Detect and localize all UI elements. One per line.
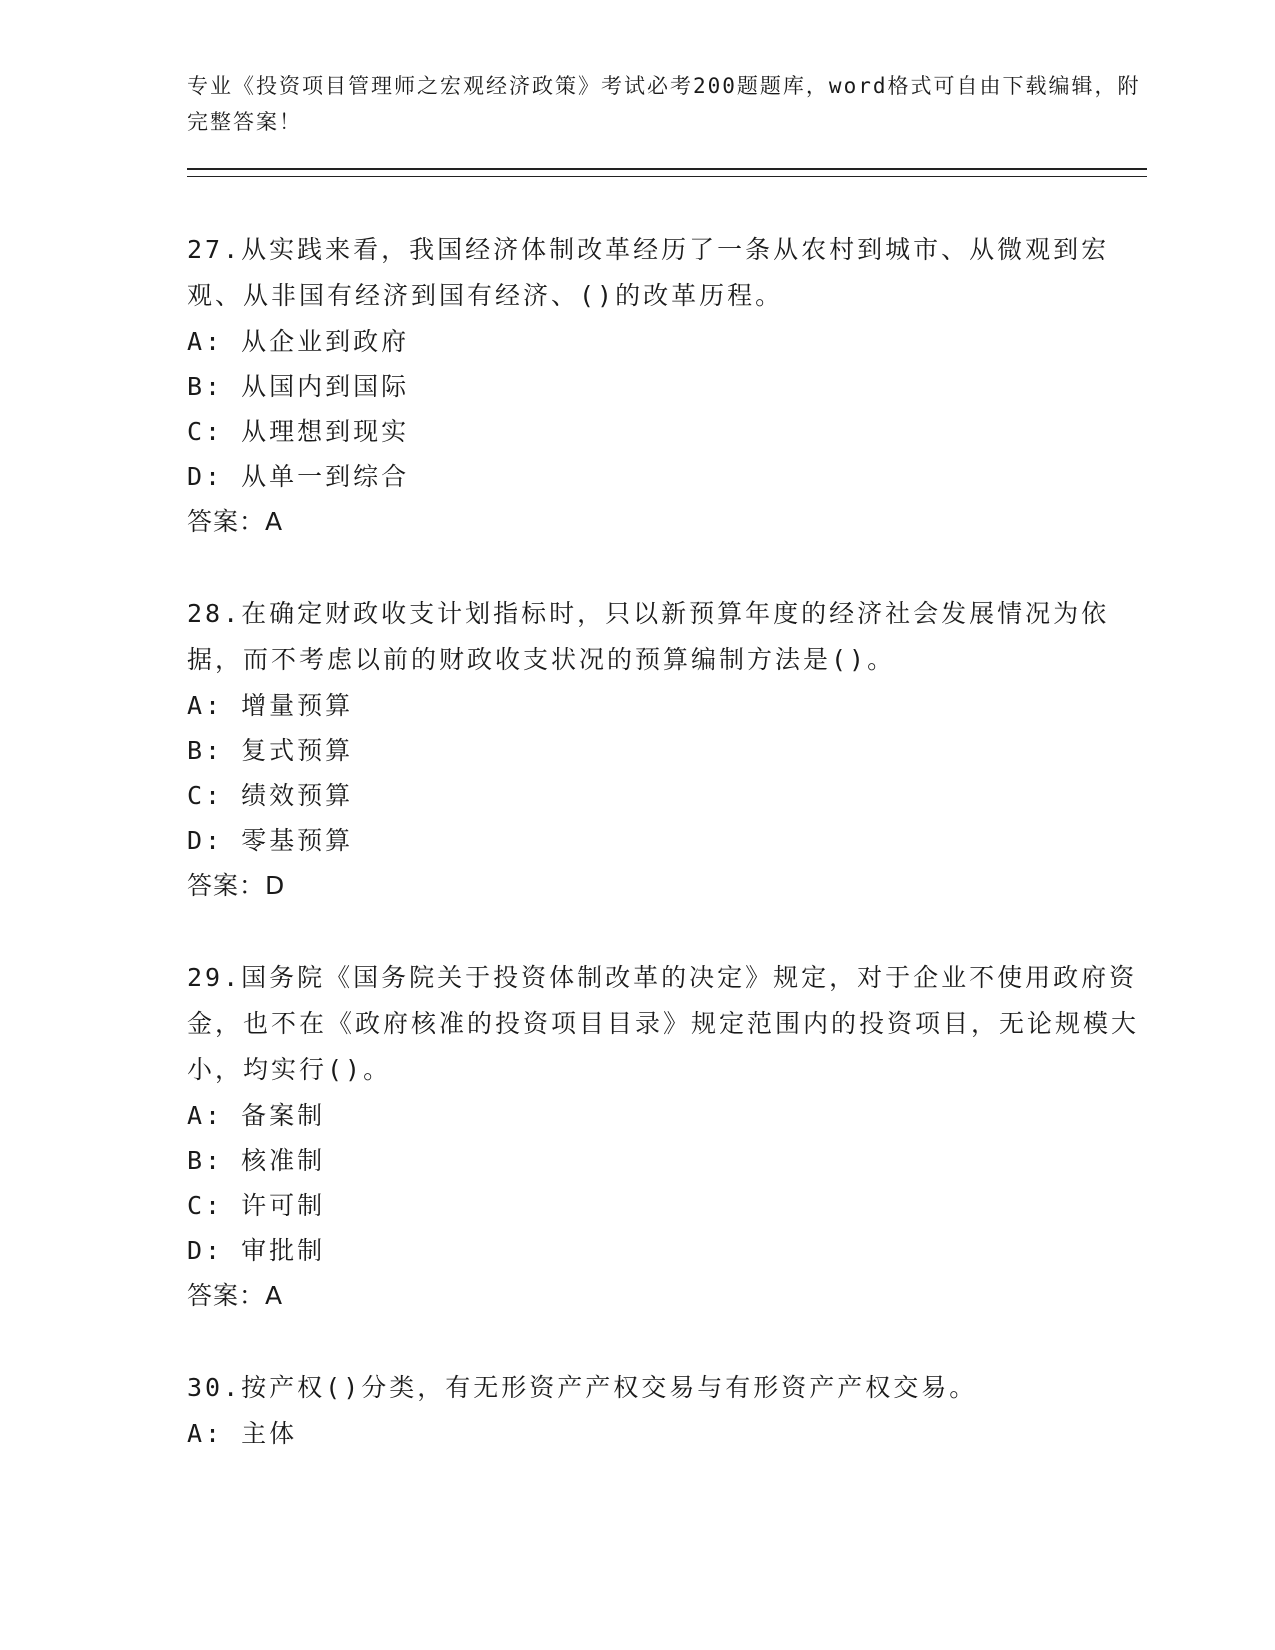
- question-29: [187, 955, 1147, 1318]
- question-stem: 30.按产权()分类，有无形资产产权交易与有形资产产权交易。: [187, 1373, 978, 1402]
- option-a: A: 备案制: [187, 1101, 326, 1130]
- question-stem: 27.从实践来看，我国经济体制改革经历了一条从农村到城市、从微观到宏观、从非国有经济到国有经济、()的改革历程。: [187, 235, 1110, 310]
- question-27: [187, 227, 1147, 544]
- option-d: D: 从单一到综合: [187, 462, 410, 491]
- question-list: [187, 227, 1147, 1456]
- question-28: [187, 591, 1147, 908]
- option-d: D: 审批制: [187, 1236, 326, 1265]
- option-b: B: 从国内到国际: [187, 372, 410, 401]
- option-a: A: 增量预算: [187, 691, 354, 720]
- document-intro: 专业《投资项目管理师之宏观经济政策》考试必考200题题库，word格式可自由下载编辑，附完整答案！: [187, 74, 1141, 134]
- option-b: B: 核准制: [187, 1146, 326, 1175]
- option-c: C: 从理想到现实: [187, 417, 410, 446]
- question-stem: 28.在确定财政收支计划指标时，只以新预算年度的经济社会发展情况为依据，而不考虑以前的财政收支状况的预算编制方法是()。: [187, 599, 1110, 674]
- option-a: A: 主体: [187, 1419, 298, 1448]
- header-divider: [187, 168, 1147, 177]
- answer-label: 答案：A: [187, 507, 284, 536]
- answer-label: 答案：D: [187, 871, 286, 900]
- option-b: B: 复式预算: [187, 736, 354, 765]
- question-stem: 29.国务院《国务院关于投资体制改革的决定》规定，对于企业不使用政府资金，也不在《政府核准的投资项目目录》规定范围内的投资项目，无论规模大小，均实行()。: [187, 963, 1140, 1084]
- question-30: [187, 1365, 1147, 1456]
- option-d: D: 零基预算: [187, 826, 354, 855]
- option-a: A: 从企业到政府: [187, 327, 410, 356]
- document-page: [187, 68, 1147, 1503]
- option-c: C: 许可制: [187, 1191, 326, 1220]
- option-c: C: 绩效预算: [187, 781, 354, 810]
- answer-label: 答案：A: [187, 1281, 284, 1310]
